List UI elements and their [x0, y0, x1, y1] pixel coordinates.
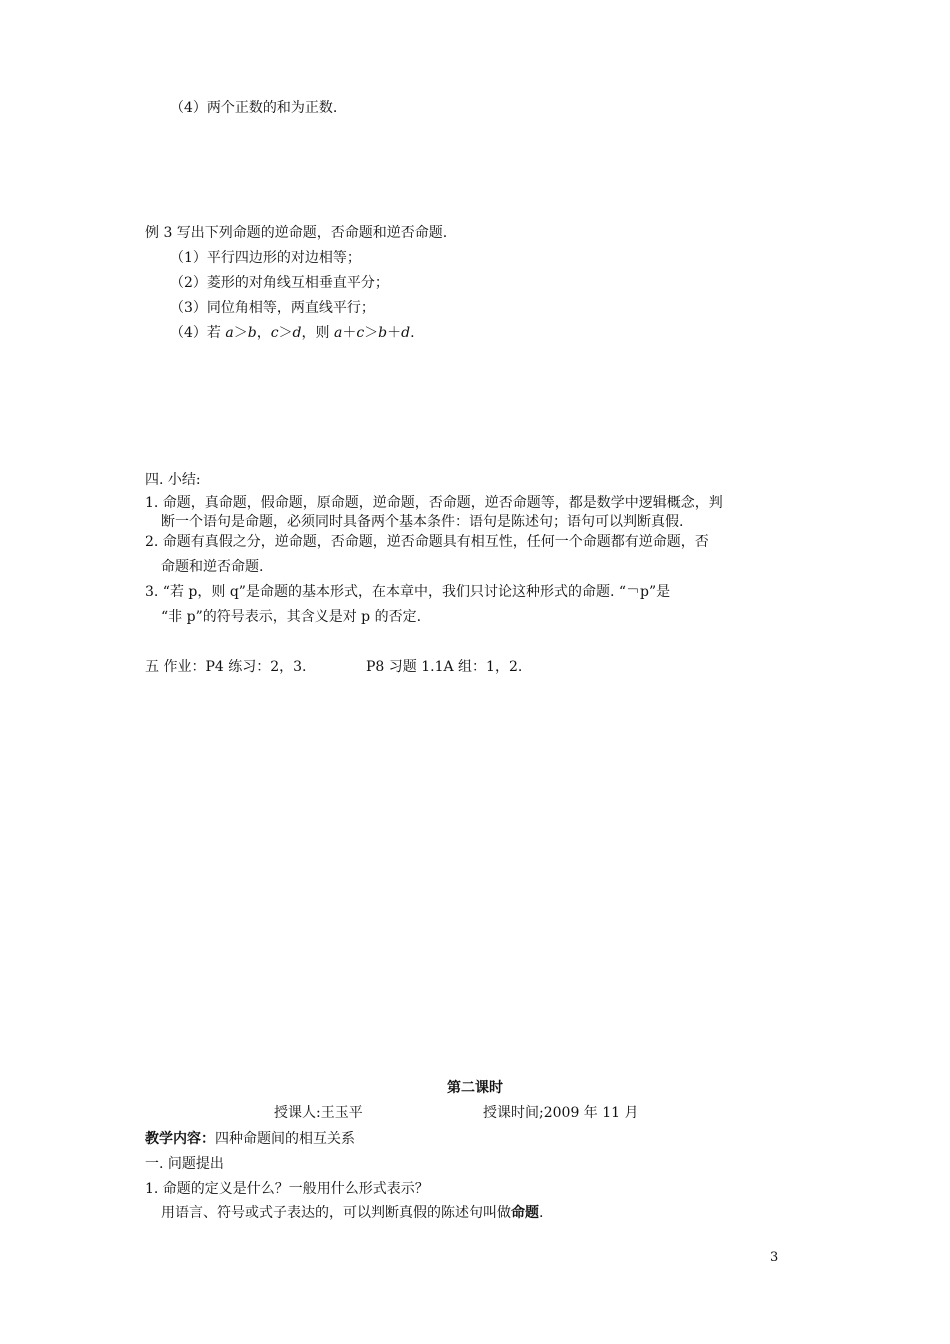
comma: ，	[256, 325, 271, 341]
summary-heading: 四. 小结:	[145, 472, 201, 488]
var-d: d	[401, 325, 411, 341]
teaching-content	[145, 1129, 355, 1149]
teacher-name: 授课人:王玉平	[274, 1105, 363, 1121]
var-c: c	[270, 325, 279, 341]
var-b: b	[378, 325, 388, 341]
summary-point-1-line-2: 断一个语句是命题，必须同时具备两个基本条件：语句是陈述句；语句可以判断真假.	[161, 514, 684, 530]
var-a: a	[333, 325, 343, 341]
section-1-heading: 一. 问题提出	[145, 1156, 224, 1172]
gt-sign: ＞	[364, 325, 379, 341]
item-4-prefix: （4）若	[170, 325, 226, 341]
item-4-positive-sum: （4）两个正数的和为正数.	[170, 100, 338, 116]
example-3-item-1: （1）平行四边形的对边相等；	[170, 250, 361, 266]
var-c: c	[356, 325, 365, 341]
homework-practice: 五 作业：P4 练习：2，3.	[145, 659, 307, 675]
var-a: a	[225, 325, 234, 341]
answer-1-period: .	[539, 1205, 544, 1221]
summary-point-2-line-1: 2. 命题有真假之分，逆命题，否命题，逆否命题具有相互性，任何一个命题都有逆命题，否	[145, 534, 709, 550]
teaching-content-label: 教学内容：	[145, 1131, 215, 1147]
plus-sign: ＋	[387, 325, 402, 341]
lesson-2-title: 第二课时	[447, 1080, 503, 1096]
var-d: d	[292, 325, 302, 341]
homework-exercises: P8 习题 1.1A 组：1，2.	[366, 659, 523, 675]
example-3-item-3: （3）同位角相等，两直线平行；	[170, 300, 375, 316]
gt-sign: ＞	[233, 325, 248, 341]
answer-1-term: 命题	[511, 1205, 539, 1221]
summary-point-3-line-1: 3. “若 p，则 q”是命题的基本形式，在本章中，我们只讨论这种形式的命题. “￢p”是	[145, 584, 671, 600]
question-1: 1. 命题的定义是什么？一般用什么形式表示？	[145, 1181, 429, 1197]
teaching-time: 授课时间;2009 年 11 月	[483, 1105, 639, 1121]
example-3-item-4	[170, 323, 415, 343]
then-word: ，则	[301, 325, 334, 341]
teaching-content-text: 四种命题间的相互关系	[215, 1131, 355, 1147]
var-b: b	[247, 325, 257, 341]
plus-sign: ＋	[342, 325, 357, 341]
answer-1-text: 用语言、符号或式子表达的，可以判断真假的陈述句叫做	[161, 1205, 511, 1221]
example-3-item-2: （2）菱形的对角线互相垂直平分；	[170, 275, 389, 291]
page-number: 3	[770, 1250, 779, 1265]
answer-1	[161, 1203, 543, 1223]
summary-point-2-line-2: 命题和逆否命题.	[161, 559, 264, 575]
summary-point-1-line-1: 1. 命题，真命题，假命题，原命题，逆命题，否命题，逆否命题等，都是数学中逻辑概念，判	[145, 495, 723, 511]
summary-point-3-line-2: “非 p”的符号表示，其含义是对 p 的否定.	[161, 609, 422, 625]
example-3-heading: 例 3 写出下列命题的逆命题，否命题和逆否命题.	[145, 225, 448, 241]
period: .	[410, 325, 415, 341]
gt-sign: ＞	[278, 325, 293, 341]
